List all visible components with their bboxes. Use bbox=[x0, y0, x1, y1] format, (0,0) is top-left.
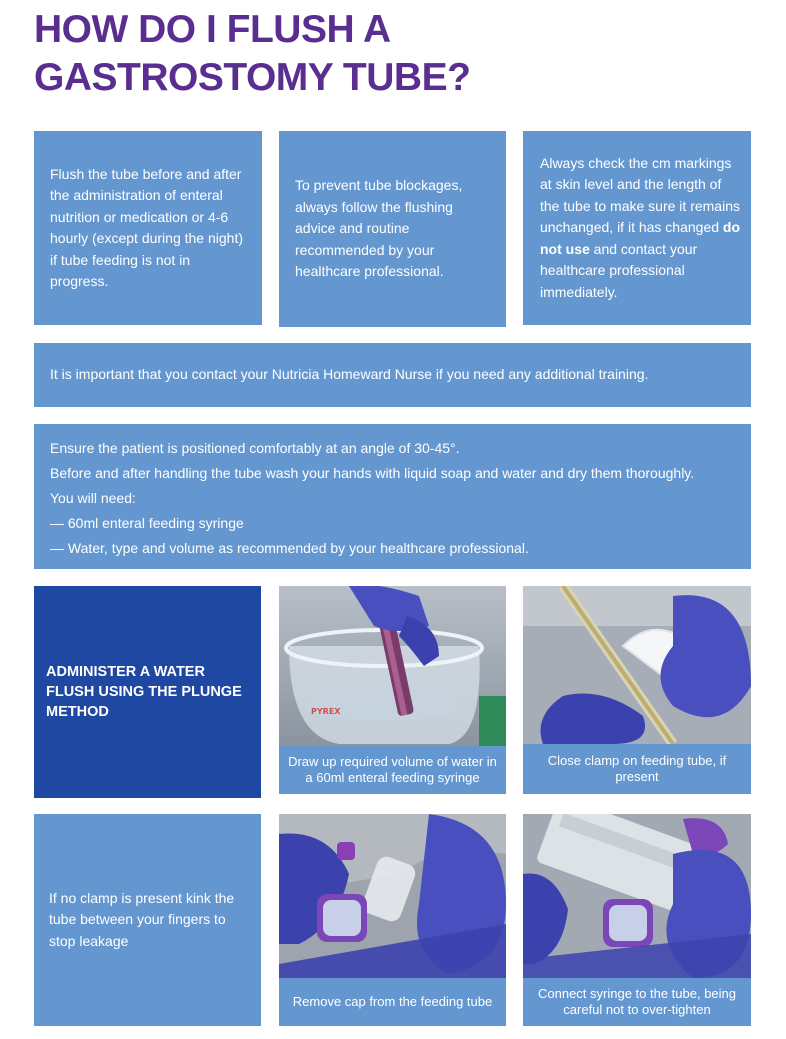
preparation-you-will-need: You will need: bbox=[50, 490, 136, 506]
step-4-caption: Connect syringe to the tube, being careful not to over-tighten bbox=[523, 978, 751, 1026]
info-box-prevent-blockage-text: To prevent tube blockages, always follow the flushing advice and routine recommended by your healthcare professional. bbox=[295, 177, 463, 280]
step-4-photo-card bbox=[523, 814, 751, 1026]
info-box-check-markings-text bbox=[540, 153, 741, 304]
page-title bbox=[34, 6, 470, 102]
check-markings-text-end: and contact your healthcare professional immediately. bbox=[540, 240, 698, 300]
requirement-syringe: — 60ml enteral feeding syringe bbox=[50, 515, 244, 531]
info-box-check-markings bbox=[523, 131, 751, 325]
connect-syringe-image bbox=[523, 814, 751, 978]
method-heading: ADMINISTER A WATER FLUSH USING THE PLUNGE METHOD bbox=[46, 664, 242, 720]
step-3-caption: Remove cap from the feeding tube bbox=[279, 978, 506, 1026]
step-1-photo-card bbox=[279, 586, 506, 794]
training-note-text: It is important that you contact your Nutricia Homeward Nurse if you need any additional training. bbox=[50, 366, 649, 383]
clamp-on-tube-image bbox=[523, 586, 751, 744]
step-2-photo-card bbox=[523, 586, 751, 794]
info-box-flush-timing bbox=[34, 131, 262, 325]
page-title-line-1: HOW DO I FLUSH A bbox=[34, 8, 391, 51]
step-1-caption: Draw up required volume of water in a 60ml enteral feeding syringe bbox=[279, 746, 506, 794]
preparation-position: Ensure the patient is positioned comfortably at an angle of 30-45°. bbox=[50, 440, 460, 456]
do-not-use-warning: do not use bbox=[540, 219, 741, 257]
check-markings-text-start: Always check the cm markings at skin level and the length of the tube to make sure it remains unchanged, if it has changed bbox=[540, 154, 740, 236]
method-heading-box bbox=[34, 586, 261, 798]
svg-text:PYREX: PYREX bbox=[311, 707, 341, 716]
remove-cap-image bbox=[279, 814, 506, 978]
page-title-line-2: GASTROSTOMY TUBE? bbox=[34, 56, 471, 99]
training-note-box bbox=[34, 343, 751, 407]
no-clamp-note-text: If no clamp is present kink the tube between your fingers to stop leakage bbox=[49, 889, 235, 949]
info-box-flush-timing-text: Flush the tube before and after the administration of enteral nutrition or medication or 4-6 hourly (except during the night) if tube feeding is not in progress. bbox=[50, 165, 243, 289]
no-clamp-note-box bbox=[34, 814, 261, 1026]
info-box-prevent-blockage bbox=[279, 131, 506, 327]
requirement-water: — Water, type and volume as recommended by your healthcare professional. bbox=[50, 540, 529, 556]
preparation-box bbox=[34, 424, 751, 569]
step-3-photo-card bbox=[279, 814, 506, 1026]
step-2-caption: Close clamp on feeding tube, if present bbox=[523, 744, 751, 794]
preparation-hand-washing: Before and after handling the tube wash your hands with liquid soap and water and dry them thoroughly. bbox=[50, 465, 695, 481]
syringe-in-water-jug-image bbox=[279, 586, 506, 746]
